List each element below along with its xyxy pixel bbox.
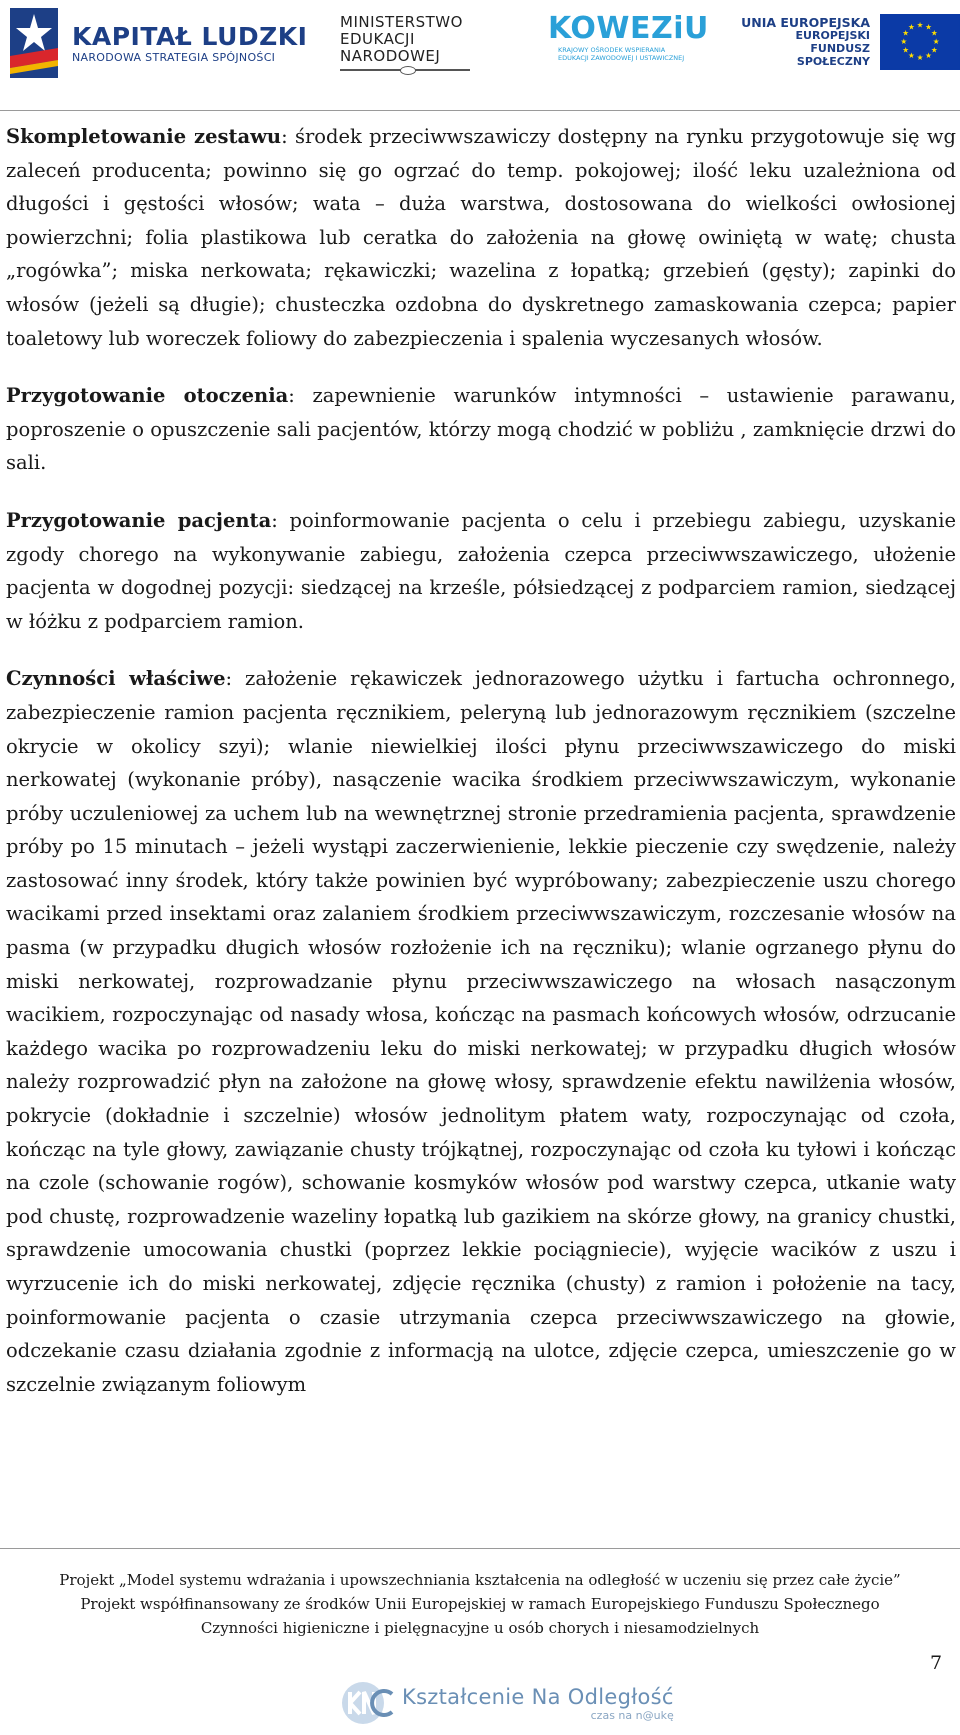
footer-funding-line: Projekt współfinansowany ze środków Unii Europejskiej w ramach Europejskiego Funduszu Społecznego	[80, 1595, 880, 1613]
svg-text:★: ★	[916, 20, 924, 30]
ministry-line-1: MINISTERSTWO	[340, 13, 463, 31]
section-heading: Czynności właściwe	[6, 667, 226, 691]
section-czynnosci-wlasciwe	[6, 662, 956, 1401]
eu-line-3: FUNDUSZ SPOŁECZNY	[796, 42, 871, 68]
header-divider	[0, 110, 960, 111]
section-heading: Przygotowanie pacjenta	[6, 508, 272, 532]
footer-project-line: Projekt „Model systemu wdrażania i upowszechniania kształcenia na odległość w uczeniu się przez całe życie”	[59, 1571, 901, 1589]
svg-text:★: ★	[925, 22, 932, 32]
koweziu-title: KOWEZiU	[548, 11, 709, 46]
section-text: : środek przeciwwszawiczy dostępny na rynku przygotowuje się wg zaleceń producenta; powinno się go ogrzać do temp. pokojowej; ilość leku uzależniona od długości i gęstości włosów; wata – duża warstwa, dostosowana do wielkości owłosionej powierzchni; folia plastikowa lub ceratka do założenia na głowę owiniętą w watę; chusta „rogówka”; miska nerkowata; rękawiczki; wazelina z łopatką; grzebień (gęsty); zapinki do włosów (jeżeli są długie); chusteczka ozdobna do dyskretnego zamaskowania czepca; papier toaletowy lub woreczek foliowy do zabezpieczenia i spalenia wyczesanych włosów.	[6, 125, 957, 350]
svg-text:★: ★	[908, 51, 915, 61]
page-footer	[0, 1568, 960, 1640]
section-heading: Przygotowanie otoczenia	[6, 384, 289, 408]
kapital-ludzki-logo	[10, 8, 307, 78]
svg-text:★: ★	[900, 36, 908, 46]
kapital-ludzki-emblem-icon	[10, 8, 58, 78]
footer-module-title: Czynności higieniczne i pielęgnacyjne u osób chorych i niesamodzielnych	[200, 1619, 760, 1637]
kna-emblem-icon	[340, 1680, 394, 1726]
svg-text:★: ★	[932, 36, 940, 46]
svg-text:★: ★	[902, 45, 910, 55]
eu-logo	[740, 14, 960, 70]
svg-text:★: ★	[930, 45, 938, 55]
section-przygotowanie-pacjenta	[6, 504, 956, 638]
koweziu-subtitle-1: KRAJOWY OŚRODEK WSPIERANIA	[558, 46, 666, 54]
section-przygotowanie-otoczenia	[6, 379, 956, 480]
svg-text:★: ★	[902, 28, 910, 38]
section-heading: Skompletowanie zestawu	[6, 125, 282, 148]
ministry-ornament-icon	[340, 69, 470, 71]
page-header	[0, 0, 960, 100]
section-text: : zapewnienie warunków intymności – ustawienie parawanu, poproszenie o opuszczenie sali pacjentów, którzy mogą chodzić w pobliżu , zamknięcie drzwi do sali.	[6, 384, 956, 475]
page-number: 7	[930, 1652, 943, 1674]
section-text: : poinformowanie pacjenta o celu i przebiegu zabiegu, uzyskanie zgody chorego na wykonywanie zabiegu, założenia czepca przeciwwszawiczego, ułożenie pacjenta w dogodnej pozycji: siedzącej na krześle, półsiedzącej z podparciem ramion, siedzącej w łóżku z podparciem ramion.	[6, 508, 956, 633]
svg-text:★: ★	[908, 22, 915, 32]
ministry-line-2: EDUKACJI	[340, 30, 415, 48]
eu-flag-icon	[880, 14, 960, 70]
eu-line-2: EUROPEJSKI	[795, 29, 871, 42]
kna-title: Kształcenie Na Odległość	[402, 1684, 674, 1709]
ksztalcenie-na-odleglosc-logo	[340, 1680, 674, 1726]
koweziu-subtitle-2: EDUKACJI ZAWODOWEJ I USTAWICZNEJ	[558, 54, 685, 62]
eu-line-1: UNIA EUROPEJSKA	[741, 15, 871, 30]
koweziu-logo	[548, 12, 709, 62]
svg-text:★: ★	[916, 53, 924, 63]
kna-subtitle: czas na n@ukę	[590, 1708, 674, 1722]
section-skompletowanie	[6, 120, 956, 355]
document-body	[6, 120, 956, 1425]
ministry-logo	[340, 14, 470, 71]
kapital-ludzki-title: KAPITAŁ LUDZKI	[72, 21, 308, 51]
footer-divider	[0, 1548, 960, 1549]
section-text: : założenie rękawiczek jednorazowego użytku i fartucha ochronnego, zabezpieczenie ramion pacjenta ręcznikiem, peleryną lub jednorazowym ręcznikiem (szczelne okrycie w okolicy szyi); wlanie niewielkiej ilości płynu przeciwwszawiczego do miski nerkowatej (wykonanie próby), nasączenie wacika środkiem przeciwwszawiczym, wykonanie próby uczuleniowej za uchem lub na wewnętrznej stronie przedramienia pacjenta, sprawdzenie próby po 15 minutach – jeżeli wystąpi zaczerwienienie, lekkie pieczenie czy swędzenie, należy zastosować inny środek, który także powinien być wypróbowany; zabezpieczenie uszu chorego wacikami przed insektami oraz zalaniem środkiem przeciwwszawiczym, rozczesanie włosów na pasma (w przypadku długich włosów rozłożenie ich na ręczniku); wlanie ogrzanego płynu do miski nerkowatej, rozprowadzanie płynu przeciwwszawiczego na włosach nasączonym wacikiem, rozpoczynając od nasady włosa, kończąc na pasmach końcowych włosów, odrzucanie każdego wacika po rozprowadzeniu leku do miski nerkowatej; w przypadku długich włosów należy rozprowadzić płyn na założone na głowę włosy, sprawdzenie efektu nawilżenia włosów, pokrycie (dokładnie i szczelnie) włosów jednolitym płatem waty, rozpoczynając od czoła, kończąc na tyle głowy, zawiązanie chusty trójkątnej, rozpoczynając od czoła ku tyłowi i kończąc na czole (schowanie rogów), schowanie kosmyków włosów pod warstwy czepca, utkanie waty pod chustę, rozprowadzenie wazeliny łopatką lub gazikiem na skórze głowy, na granicy chustki, sprawdzenie umocowania chustki (poprzez lekkie pociągniecie), wyjęcie wacików z uszu i wyrzucenie ich do miski nerkowatej, zdjęcie ręcznika (chusty) z ramion i położenie na tacy, poinformowanie pacjenta o czasie utrzymania czepca przeciwwszawiczego na głowie, odczekanie czasu działania zgodnie z informacją na ulotce, zdjęcie czepca, umieszczenie go w szczelnie związanym foliowym	[6, 667, 956, 1396]
ministry-line-3: NARODOWEJ	[340, 47, 441, 65]
svg-text:★: ★	[925, 51, 932, 61]
svg-text:★: ★	[930, 28, 938, 38]
kapital-ludzki-subtitle: NARODOWA STRATEGIA SPÓJNOŚCI	[72, 50, 276, 64]
